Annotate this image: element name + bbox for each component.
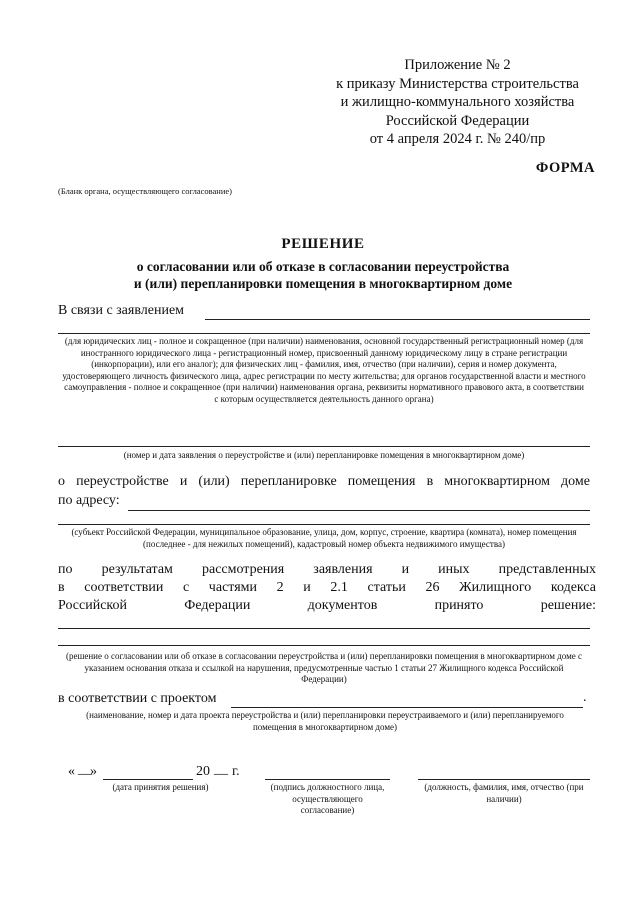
address-field-2[interactable] <box>58 524 590 525</box>
appendix-country: Российской Федерации <box>385 112 530 129</box>
decision-line-3: Российской Федерации документов принято решение: <box>58 598 596 613</box>
application-note: (номер и дата заявления о переустройстве и (или) перепланировке помещения в многоквартирном доме) <box>123 450 525 460</box>
appendix-ministry: и жилищно-коммунального хозяйства <box>340 94 575 110</box>
project-end: . <box>583 690 587 705</box>
appendix-number: Приложение № 2 <box>404 57 511 73</box>
date-year-prefix: 20 <box>196 764 210 779</box>
decision-note: (решение о согласовании или об отказе в согласовании переустройства и (или) перепланировки помещения в многоквартирном доме с указанием основания отказа и ссылкой на нарушения, предусмотренные частью 1 статьи 27 Жилищного кодекса Российской Федерации) <box>65 651 583 684</box>
signature-field[interactable] <box>265 779 390 780</box>
subtitle-line-2: и (или) перепланировки помещения в многоквартирном доме <box>133 276 513 291</box>
position-field[interactable] <box>418 779 590 780</box>
applicant-field[interactable] <box>58 333 590 334</box>
project-label: в соответствии с проектом <box>58 691 217 706</box>
date-day-blank: __ <box>78 762 92 777</box>
address-field[interactable] <box>128 510 590 511</box>
decision-field[interactable] <box>58 628 590 629</box>
date-close-quote: » <box>90 764 97 779</box>
applicant-note: (для юридических лиц - полное и сокращенное (при наличии) наименования, основной государственный регистрационный номер (для иностранного юридического лица - регистрационный номер, присвоенный данному юридическому лицу в стране регистрации (инкорпорации), или его аналог); для физических лиц - фамилия, имя, отчество (при наличии), серия и номер документа, удостоверяющего личность физического лица, адрес регистрации по месту жительства; для органов государственной власти и местного самоуправления - полное и сокращенное (при наличии) наименования органа, реквизиты нормативного правового акта, в соответствии с которым осуществляется деятельность данного органа) <box>62 336 586 404</box>
decision-line-1: по результатам рассмотрения заявления и иных представленных <box>58 562 596 577</box>
redevelopment-line-2: по адресу: <box>58 493 120 508</box>
date-year-suffix: г. <box>232 764 240 779</box>
date-year-blank: __ <box>214 762 228 777</box>
appendix-block <box>330 56 585 149</box>
statement-label: В связи с заявлением <box>58 303 185 318</box>
date-month-field[interactable] <box>103 779 193 780</box>
appendix-order: к приказу Министерства строительства <box>336 75 579 92</box>
subtitle-line-1: о согласовании или об отказе в согласовании переустройства <box>136 259 510 274</box>
position-note: (должность, фамилия, имя, отчество (при наличии) <box>424 782 584 804</box>
form-label: ФОРМА <box>535 160 595 176</box>
decision-line-2: в соответствии с частями 2 и 2.1 статьи 26 Жилищного кодекса <box>58 580 596 595</box>
date-open-quote: « <box>68 764 75 779</box>
decision-field-2[interactable] <box>58 645 590 646</box>
document-subtitle <box>58 258 588 292</box>
address-note: (субъект Российской Федерации, муниципальное образование, улица, дом, корпус, строение, квартира (комната), номер помещения (последнее - для нежилых помещений), кадастровый номер объекта недвижимого имущества) <box>71 527 577 549</box>
redevelopment-line-1: о переустройстве и (или) перепланировке помещения в многоквартирном доме <box>58 474 590 489</box>
signature-note: (подпись должностного лица, осуществляющего согласование) <box>270 782 385 815</box>
statement-field[interactable] <box>205 319 590 320</box>
application-field[interactable] <box>58 446 590 447</box>
appendix-date: от 4 апреля 2024 г. № 240/пр <box>369 131 546 147</box>
project-note: (наименование, номер и дата проекта переустройства и (или) перепланировки переустраиваемого и (или) перепланируемого помещения в многоквартирном доме) <box>86 710 564 732</box>
project-field[interactable] <box>231 707 583 708</box>
document-title: РЕШЕНИЕ <box>281 236 365 252</box>
blank-note: (Бланк органа, осуществляющего согласование) <box>58 186 232 196</box>
date-note: (дата принятия решения) <box>112 782 209 792</box>
